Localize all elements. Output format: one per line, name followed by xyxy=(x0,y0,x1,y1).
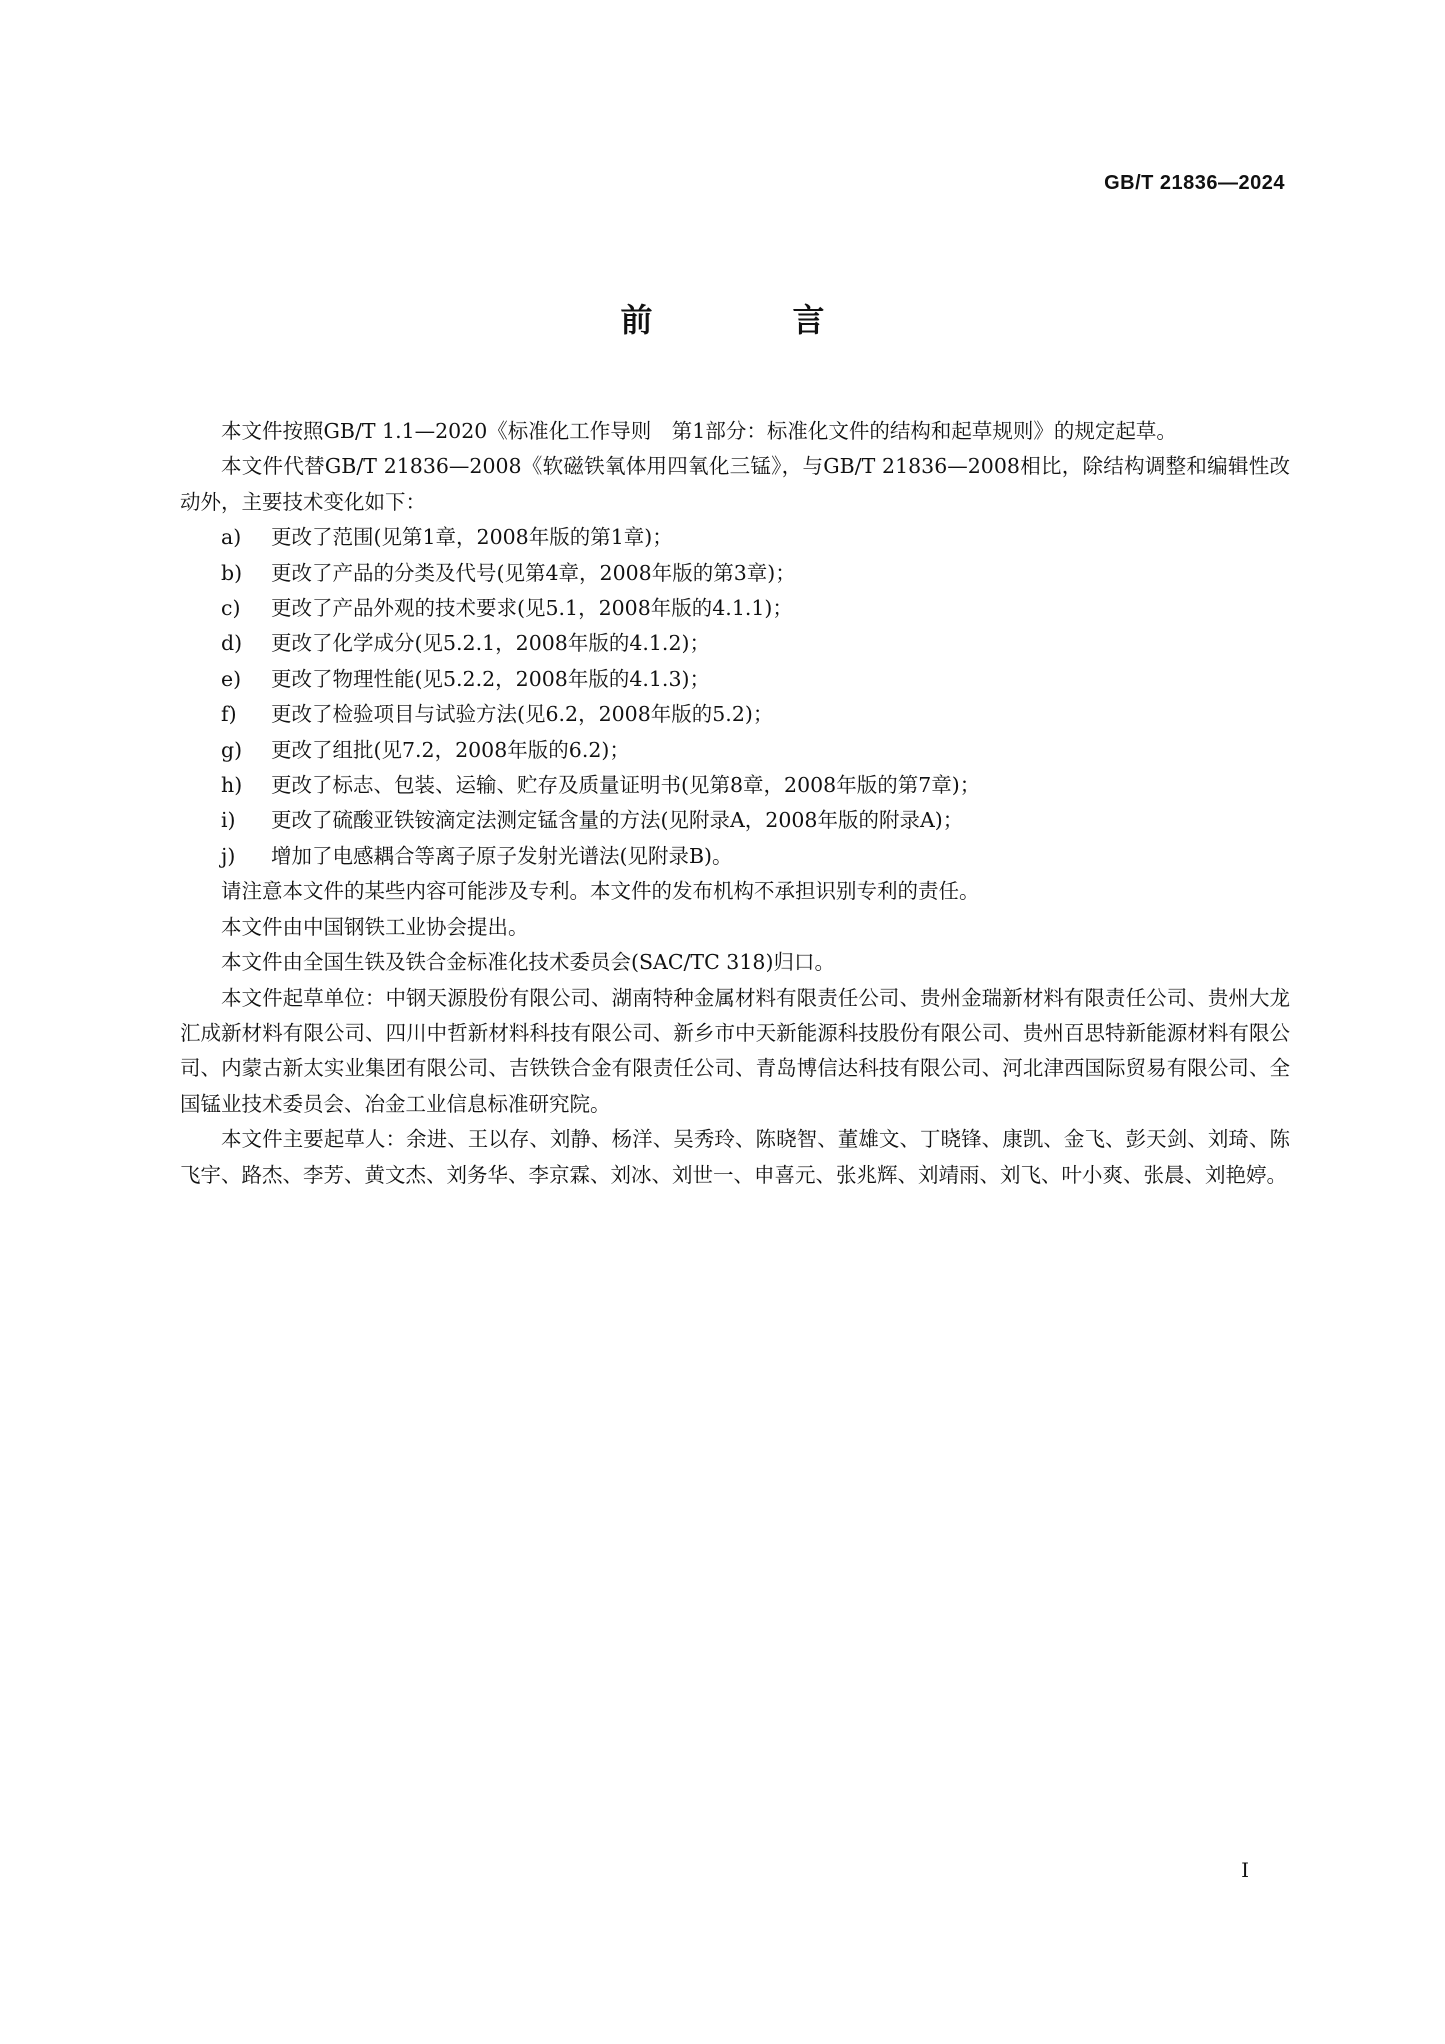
list-item xyxy=(180,556,1290,591)
list-item-text: 更改了产品外观的技术要求(见5.1，2008年版的4.1.1)； xyxy=(271,596,793,621)
list-item xyxy=(180,803,1290,838)
foreword-body xyxy=(180,414,1290,1193)
list-item xyxy=(180,733,1290,768)
page-title: 前 言 xyxy=(620,301,879,339)
list-item-label: d) xyxy=(221,631,243,656)
list-item xyxy=(180,839,1290,874)
list-item xyxy=(180,697,1290,732)
list-item-text: 更改了标志、包装、运输、贮存及质量证明书(见第8章，2008年版的第7章)； xyxy=(271,773,981,798)
page-number: I xyxy=(1241,1858,1249,1882)
drafters-paragraph: 本文件主要起草人：余进、王以存、刘静、杨洋、吴秀玲、陈晓智、董雄文、丁晓锋、康凯、金飞、彭天剑、刘琦、陈飞宇、路杰、李芳、黄文杰、刘务华、李京霖、刘冰、刘世一、申喜元、张兆辉、刘靖雨、刘飞、叶小爽、张晨、刘艳婷。 xyxy=(180,1127,1290,1187)
standard-number: GB/T 21836—2024 xyxy=(1104,172,1285,194)
technical-changes-list xyxy=(180,520,1290,874)
list-item xyxy=(180,768,1290,803)
list-item-text: 更改了范围(见第1章，2008年版的第1章)； xyxy=(271,525,673,550)
list-item-text: 更改了产品的分类及代号(见第4章，2008年版的第3章)； xyxy=(271,560,796,585)
patent-notice-paragraph: 请注意本文件的某些内容可能涉及专利。本文件的发布机构不承担识别专利的责任。 xyxy=(221,879,980,904)
list-item-label: a) xyxy=(221,525,242,550)
drafting-rules-paragraph: 本文件按照GB/T 1.1—2020《标准化工作导则 第1部分：标准化文件的结构和起草规则》的规定起草。 xyxy=(221,419,1177,443)
list-item-text: 更改了硫酸亚铁铵滴定法测定锰含量的方法(见附录A，2008年版的附录A)； xyxy=(271,808,964,833)
list-item-text: 更改了组批(见7.2，2008年版的6.2)； xyxy=(271,737,630,762)
drafting-units-paragraph: 本文件起草单位：中钢天源股份有限公司、湖南特种金属材料有限责任公司、贵州金瑞新材料有限责任公司、贵州大龙汇成新材料有限公司、四川中哲新材料科技有限公司、新乡市中天新能源科技股份有限公司、贵州百思特新能源材料有限公司、内蒙古新太实业集团有限公司、吉铁铁合金有限责任公司、青岛博信达科技有限公司、河北津西国际贸易有限公司、全国锰业技术委员会、冶金工业信息标准研究院。 xyxy=(180,985,1290,1116)
list-item xyxy=(180,626,1290,661)
list-item xyxy=(180,662,1290,697)
list-item-label: f) xyxy=(221,702,237,727)
replacement-paragraph: 本文件代替GB/T 21836—2008《软磁铁氧体用四氧化三锰》，与GB/T 21836—2008相比，除结构调整和编辑性改动外，主要技术变化如下： xyxy=(180,454,1290,514)
list-item-label: b) xyxy=(221,560,243,585)
list-item xyxy=(180,520,1290,555)
list-item-label: h) xyxy=(221,773,243,798)
list-item-text: 增加了电感耦合等离子原子发射光谱法(见附录B)。 xyxy=(271,843,733,868)
list-item-label: g) xyxy=(221,737,243,762)
list-item-label: j) xyxy=(221,843,236,868)
list-item-label: c) xyxy=(221,596,241,621)
list-item-text: 更改了物理性能(见5.2.2，2008年版的4.1.3)； xyxy=(271,666,710,691)
list-item-label: i) xyxy=(221,808,236,833)
proposer-paragraph: 本文件由中国钢铁工业协会提出。 xyxy=(221,914,529,939)
list-item xyxy=(180,591,1290,626)
committee-paragraph: 本文件由全国生铁及铁合金标准化技术委员会(SAC/TC 318)归口。 xyxy=(221,950,835,975)
list-item-text: 更改了化学成分(见5.2.1，2008年版的4.1.2)； xyxy=(271,631,710,656)
list-item-text: 更改了检验项目与试验方法(见6.2，2008年版的5.2)； xyxy=(271,702,774,727)
list-item-label: e) xyxy=(221,666,242,691)
